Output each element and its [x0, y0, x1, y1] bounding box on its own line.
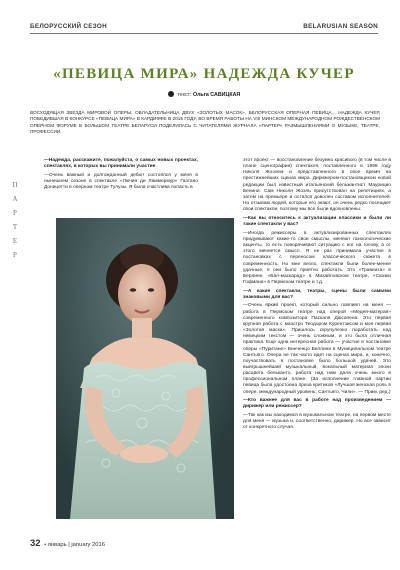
interview-paragraph: этот проект — восстановление безумно красивого (в том числе в плане сценографии) спектакля, поставленного в 1998 году Николя Жоэлем и представленного в свое время на престижнейших сценах мира. Дирижером-постановщиком новой редакции был известный итальянский бельжантист Маурицио Бенини. Сам Николя Жоэль присутствовал на репетициях, а затем на премьере и остался доволен составом исполнителей. Но отзывам людей, которые его знают, он очень редко посещает свои спектакли, поэтому мы все были вдохновлены. — [243, 158, 391, 213]
vertical-label-letter: А — [12, 195, 18, 203]
vertical-label-letter: Т — [12, 223, 18, 231]
right-column — [243, 158, 391, 434]
article-title: «ПЕВИЦА МИРА» НАДЕЖДА КУЧЕР — [53, 66, 355, 82]
singer-photo — [56, 218, 234, 519]
interview-question: — Кто важнее для вас в работе над произведением — дирижер или режиссер? — [243, 398, 391, 410]
vertical-label-letter: Р — [13, 209, 17, 217]
section-label-right: BELARUSIAN SEASON — [303, 23, 378, 30]
left-column — [44, 158, 198, 194]
interview-paragraph: — Так как мы находимся в музыкальном театре, на первом месте для меня — музыка и, соответственно, дирижер. Но все зависит от конкретного случая. — [243, 413, 391, 431]
interview-question: — А какие спектакли, театры, сцены были самыми знаковыми для вас? — [243, 289, 391, 301]
section-label-left: БЕЛОРУССКИЙ СЕЗОН — [30, 23, 107, 30]
interview-paragraph: — Очень важный и долгожданный дебют состоялся у меня в нынешнем сезоне в спектакле «Лючия ди Ламмермур» Гаэтано Доницетти в оперном театре Тулузы. Я была счастлива попасть в — [44, 173, 198, 191]
header-rule — [30, 33, 378, 34]
vertical-label-letter: П — [12, 181, 18, 189]
byline-author: Ольга САВИЦКАЯ — [193, 92, 241, 98]
interview-question: — Как вы относитесь к актуализации классики и были ли такие спектакли у вас? — [243, 216, 391, 228]
page-footer — [30, 538, 105, 549]
byline-prefix: текст: — [177, 92, 192, 98]
vertical-label-letter: Е — [12, 237, 18, 245]
lead-paragraph: ВОСХОДЯЩАЯ ЗВЕЗДА МИРОВОЙ ОПЕРЫ, ОБЛАДАТЕЛЬНИЦА ДВУХ «ЗОЛОТЫХ МАСОК», БЕЛОРУССКАЯ ОПЕРНАЯ ПЕВИЦА... НАДЕЖДА КУЧЕР, ПОБЕДИВШАЯ В КОНКУРСЕ «ПЕВИЦА МИРА» В КАРДИФФЕ В 2015 ГОДУ, ВО ВРЕМЯ РАБОТЫ НА VIII МИНСКОМ МЕЖДУНАРОДНОМ РОЖДЕСТВЕНСКОМ ОПЕРНОМ ФОРУМЕ В БОЛЬШОМ ТЕАТРЕ БЕЛАРУСИ ПОДЕЛИЛАСЬ С ЧИТАТЕЛЯМИ ЖУРНАЛА «ПАРТЕР» РАЗМЫШЛЕНИЯМИ О МУЗЫКЕ, ТЕАТРЕ, ПРОФЕССИИ. — [30, 110, 380, 135]
issue-date: • январь | january 2016 — [44, 542, 105, 548]
page-number: 32 — [30, 538, 41, 549]
byline — [30, 91, 378, 98]
interview-question: — Надежда, расскажите, пожалуйста, о самых новых проектах, спектаклях, в которых вы принимали участие. — [44, 158, 198, 170]
vertical-section-label — [8, 178, 22, 262]
author-icon — [168, 91, 174, 97]
interview-paragraph: — Очень яркий проект, который сильно повлиял на меня — работа в Пермском театре над оперой «Медея-матерая» современного композитора Паскаля Дюсапена. Это первая крупная работа с маэстро Теодором Курентзисом и моя первая «Золотая маска». Пришлось скрупулезно поработать над немецким текстом — очень сложным, и это была отличная практика. Еще одна интересная работа — участие в постановке оперы «Пуритане» Винченцо Беллини в Муниципальном театре Сантьяго. Опера не так часто идет на сценах мира, и, конечно, поучаствовать в постановке было большой удачей. Это выигрышнейший музыкальный, вокальный материал эпохи расцвета бельканто, работа над ним дала очень много в профессиональном плане. (За исполнение главной партии певица была удостоена приза критиков «Лучшая женская роль в опере, международный уровень, Сантьяго, Чили». — Прим. ред.) — [243, 303, 391, 395]
interview-paragraph: — Иногда режиссеры в актуализированных спектаклях придумывают какие-то свои смыслы, меняют психологические акценты, то есть поворачивают ситуацию с ног на голову, а от этого меняется смысл. Я не раз принимала участие в постановках с переносом классического сюжета в современность. Но мне везло, спектакли были более-менее удачные, я они было приятно работать. Это «Травиата» в Берлине, «Бал-маскарад» в Михайловском театре, «Сказки Гофмана» в Пермском театре и т.д. — [243, 231, 391, 286]
vertical-label-letter: Р — [13, 251, 17, 259]
